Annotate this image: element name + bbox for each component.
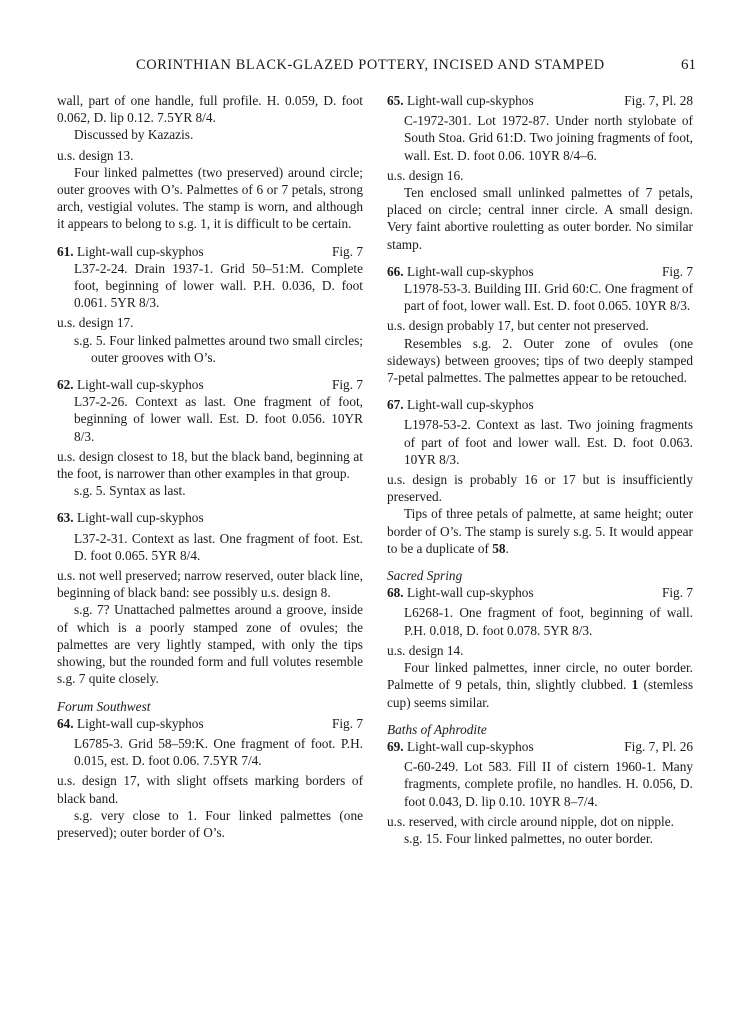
stamp-note — [387, 659, 693, 711]
entry-name: Light-wall cup-skyphos — [76, 377, 204, 393]
note-end: . — [505, 540, 509, 556]
figure-reference: Fig. 7 — [661, 263, 693, 279]
catalog-entry-67 — [387, 396, 693, 557]
entry-heading — [57, 715, 363, 732]
entry-heading — [387, 92, 693, 109]
catalog-reference: 1 — [631, 677, 639, 693]
us-design: u.s. reserved, with circle around nipple, dot on nipple. — [387, 813, 674, 829]
note-text: Four linked palmettes, inner circle, no outer border. Palmette of 9 petals, thin, slightly clubbed. — [387, 660, 693, 693]
catalog-entry-68 — [387, 584, 693, 710]
entry-description: C-1972-301. Lot 1972-87. Under north stylobate of South Stoa. Grid 61:D. Two joining fragments of foot, wall. Est. D. foot 0.06. 10YR 8/4–6. — [404, 113, 693, 163]
note-text-2: (stemless cup) seems similar. — [387, 677, 694, 710]
entry-name: Light-wall cup-skyphos — [406, 397, 534, 413]
entry-heading — [57, 243, 363, 260]
entry-number: 67. — [387, 397, 404, 413]
continued-entry — [57, 92, 363, 233]
us-design: u.s. design 17, with slight offsets marking borders of black band. — [57, 773, 363, 806]
catalog-entry-64 — [57, 715, 363, 841]
entry-number: 64. — [57, 715, 74, 731]
catalog-entry-65 — [387, 92, 693, 253]
stamp-note — [387, 505, 693, 557]
stamp-note: Resembles s.g. 2. Outer zone of ovules (one sideways) between grooves; tips of two deeply stamped 7-petal palmettes. The palmettes appear to be retouched. — [387, 335, 693, 386]
entry-number: 68. — [387, 585, 404, 601]
entry-description: L37-2-31. Context as last. One fragment of foot. Est. D. foot 0.065. 5YR 8/4. — [74, 530, 363, 563]
entry-name: Light-wall cup-skyphos — [406, 738, 534, 754]
us-design: u.s. design 16. — [387, 167, 464, 183]
us-design: u.s. design is probably 16 or 17 but is insufficiently preserved. — [387, 472, 693, 505]
figure-reference: Fig. 7 — [331, 377, 363, 393]
entry-number: 61. — [57, 243, 74, 259]
entry-name: Light-wall cup-skyphos — [406, 585, 534, 601]
entry-description: L6268-1. One fragment of foot, beginning of wall. P.H. 0.018, D. foot 0.078. 5YR 8/3. — [404, 605, 693, 638]
section-title: Forum Southwest — [57, 698, 151, 714]
entry-heading — [57, 509, 363, 526]
entry-number: 62. — [57, 377, 74, 393]
catalog-entry-66 — [387, 263, 693, 386]
section-title: Baths of Aphrodite — [387, 721, 487, 737]
stamp-group: s.g. 5. Syntax as last. — [74, 483, 186, 499]
stamp-note: Ten enclosed small unlinked palmettes of 7 petals, placed on circle; central inner circle. A small design. Very faint abortive rouletting as outer border. No similar stamp. — [387, 185, 693, 252]
entry-number: 69. — [387, 738, 404, 754]
figure-reference: Fig. 7, Pl. 28 — [624, 93, 693, 108]
entry-description: L1978-53-3. Building III. Grid 60:C. One fragment of part of foot, lower wall. Est. D. foot 0.065. 10YR 8/3. — [404, 281, 693, 314]
us-design: u.s. design probably 17, but center not preserved. — [387, 318, 649, 334]
entry-description: L37-2-26. Context as last. One fragment of foot, beginning of lower wall. Est. D. foot 0.056. 10YR 8/3. — [74, 394, 363, 444]
figure-reference: Fig. 7 — [331, 715, 363, 731]
figure-reference: Fig. 7 — [661, 585, 693, 601]
catalog-entry-69 — [387, 738, 693, 847]
page-number: 61 — [681, 57, 696, 73]
entry-number: 66. — [387, 263, 404, 279]
discussed-note: Discussed by Kazazis. — [74, 127, 194, 143]
entry-name: Light-wall cup-skyphos — [406, 263, 534, 279]
entry-description: wall, part of one handle, full profile. H. 0.059, D. foot 0.062, D. lip 0.12. 7.5YR 8/4. — [57, 93, 363, 126]
entry-number: 63. — [57, 510, 74, 526]
right-column — [387, 92, 693, 847]
catalog-entry-62 — [57, 376, 363, 499]
stamp-group: s.g. 15. Four linked palmettes, no outer border. — [404, 830, 653, 846]
us-design: u.s. not well preserved; narrow reserved, outer black line, beginning of black band: see possibly u.s. design 8. — [57, 568, 363, 601]
entry-heading — [387, 584, 693, 601]
entry-description: L6785-3. Grid 58–59:K. One fragment of foot. P.H. 0.015, est. D. foot 0.06. 7.5YR 7/4. — [74, 735, 363, 769]
running-title: CORINTHIAN BLACK-GLAZED POTTERY, INCISED AND STAMPED — [136, 57, 605, 73]
entry-heading — [57, 376, 363, 393]
running-header — [96, 57, 696, 79]
entry-description: C-60-249. Lot 583. Fill II of cistern 1960-1. Many fragments, complete profile, no handles. H. 0.056, D. foot 0.043, D. lip 0.10. 10YR 8–7/4. — [404, 759, 693, 809]
entry-heading — [387, 738, 693, 755]
left-column — [57, 92, 363, 841]
stamp-group: s.g. 5. Four linked palmettes around two small circles; outer grooves with O’s. — [74, 332, 363, 365]
entry-heading — [387, 263, 693, 280]
entry-name: Light-wall cup-skyphos — [76, 243, 204, 259]
entry-number: 65. — [387, 93, 404, 108]
stamp-group: s.g. very close to 1. Four linked palmettes (one preserved); outer border of O’s. — [57, 807, 363, 840]
note-text: Tips of three petals of palmette, at same height; outer border of O’s. The stamp is surely s.g. 5. It would appear to be a duplicate of — [387, 506, 693, 556]
us-design: u.s. design 17. — [57, 315, 134, 331]
catalog-entry-61 — [57, 243, 363, 366]
us-design: u.s. design 14. — [387, 642, 464, 658]
entry-description: L1978-53-2. Context as last. Two joining fragments of part of foot and lower wall. Est. D. foot 0.063. 10YR 8/3. — [404, 417, 693, 467]
stamp-group: s.g. 7? Unattached palmettes around a groove, inside of which is a poorly stamped zone of ovules; the palmettes are very lightly stamped, with only the tips showing, but the rounded form and full volutes resemble s.g. 7 quite closely. — [57, 602, 363, 687]
catalog-entry-63 — [57, 509, 363, 687]
us-design: u.s. design 13. — [57, 147, 134, 163]
figure-reference: Fig. 7 — [331, 243, 363, 259]
stamp-note: Four linked palmettes (two preserved) around circle; outer grooves with O’s. Palmettes of 6 or 7 petals, strong arch, vestigial volutes. The stamp is worn, and although it appears to belong to s.g. 1, it is difficult to be certain. — [57, 164, 363, 232]
entry-name: Light-wall cup-skyphos — [406, 93, 534, 108]
entry-name: Light-wall cup-skyphos — [76, 510, 204, 526]
us-design: u.s. design closest to 18, but the black band, beginning at the foot, is narrower than other examples in that group. — [57, 448, 363, 482]
catalog-reference: 58 — [492, 540, 506, 556]
entry-description: L37-2-24. Drain 1937-1. Grid 50–51:M. Complete foot, beginning of lower wall. P.H. 0.036, D. foot 0.061. 5YR 8/3. — [74, 260, 363, 311]
entry-name: Light-wall cup-skyphos — [76, 715, 204, 731]
entry-heading — [387, 396, 693, 413]
section-title: Sacred Spring — [387, 568, 463, 584]
figure-reference: Fig. 7, Pl. 26 — [624, 738, 693, 754]
